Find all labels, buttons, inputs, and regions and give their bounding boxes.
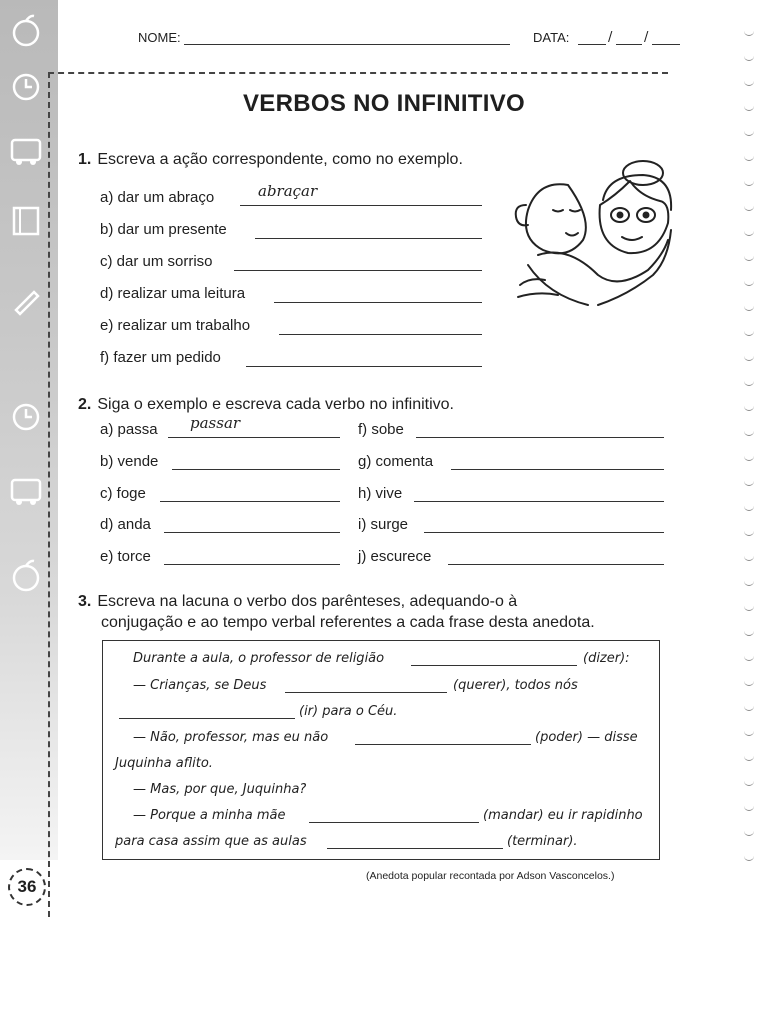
question-number: 3.	[78, 593, 92, 610]
q2-item-e-field[interactable]	[164, 564, 340, 565]
q2-item-c-field[interactable]	[160, 501, 340, 502]
question-text: Siga o exemplo e escreva cada verbo no infinitivo.	[97, 396, 454, 413]
story-line-4: — Não, professor, mas eu não	[133, 730, 329, 745]
date-separator: /	[608, 30, 613, 45]
date-month-field[interactable]	[616, 44, 642, 45]
q2-item-f-label: f) sobe	[358, 421, 404, 438]
question-number: 2.	[78, 396, 92, 413]
q2-item-j-field[interactable]	[448, 564, 664, 565]
story-blank-2[interactable]	[285, 692, 447, 693]
story-line-7: — Porque a minha mãe	[133, 808, 286, 823]
alarm-clock-icon	[6, 395, 46, 435]
q2-item-b-label: b) vende	[100, 453, 159, 470]
q1-item-e-field[interactable]	[279, 334, 482, 335]
question-2-prompt	[78, 396, 454, 414]
page-number: 36	[8, 868, 46, 906]
story-blank-1[interactable]	[411, 665, 577, 666]
story-verb-2: (querer), todos nós	[453, 678, 578, 693]
q2-item-i-label: i) surge	[358, 516, 409, 533]
date-separator: /	[644, 30, 649, 45]
name-label: NOME:	[138, 30, 181, 45]
dashed-border-left	[48, 72, 50, 917]
q2-item-e-label: e) torce	[100, 548, 151, 565]
story-blank-3[interactable]	[119, 718, 295, 719]
source-credit: (Anedota popular recontada por Adson Vasconcelos.)	[366, 870, 615, 882]
question-3-prompt-line2: conjugação e ao tempo verbal referentes a cada frase desta anedota.	[101, 614, 595, 631]
q1-item-f-label: f) fazer um pedido	[100, 349, 221, 366]
q2-item-a-field[interactable]	[168, 437, 340, 438]
question-number: 1.	[78, 151, 92, 168]
story-verb-5: (mandar) eu ir rapidinho	[483, 808, 643, 823]
spiral-binding	[744, 30, 760, 910]
q1-item-a-answer: abraçar	[258, 182, 318, 200]
story-verb-4: (poder) — disse	[535, 730, 638, 745]
story-blank-4[interactable]	[355, 744, 531, 745]
q1-item-b-field[interactable]	[255, 238, 482, 239]
bus-icon	[6, 130, 46, 170]
q2-item-d-label: d) anda	[100, 516, 151, 533]
pencil-icon	[6, 280, 46, 320]
apple-icon	[6, 10, 46, 50]
anecdote-box	[102, 640, 660, 860]
question-1-prompt	[78, 151, 463, 169]
story-verb-3: (ir) para o Céu.	[299, 704, 398, 719]
story-line-5: Juquinha aflito.	[115, 756, 213, 771]
q2-item-d-field[interactable]	[164, 532, 340, 533]
q2-item-h-label: h) vive	[358, 485, 403, 502]
q1-item-a-label: a) dar um abraço	[100, 189, 215, 206]
q1-item-e-label: e) realizar um trabalho	[100, 317, 251, 334]
story-line-2: — Crianças, se Deus	[133, 678, 267, 693]
q1-item-f-field[interactable]	[246, 366, 482, 367]
q2-item-b-field[interactable]	[172, 469, 340, 470]
story-line-1: Durante a aula, o professor de religião	[133, 651, 385, 666]
q1-item-a-field[interactable]	[240, 205, 482, 206]
page-title: VERBOS NO INFINITIVO	[242, 90, 526, 117]
question-text: Escreva a ação correspondente, como no exemplo.	[97, 151, 463, 168]
bus-icon	[6, 470, 46, 510]
apple-icon	[6, 555, 46, 595]
date-label: DATA:	[533, 30, 570, 45]
q2-item-g-field[interactable]	[451, 469, 664, 470]
date-year-field[interactable]	[652, 44, 680, 45]
q1-item-c-field[interactable]	[234, 270, 482, 271]
q2-item-c-label: c) foge	[100, 485, 146, 502]
q2-item-a-answer: passar	[190, 414, 241, 432]
story-blank-5[interactable]	[309, 822, 479, 823]
q2-item-i-field[interactable]	[424, 532, 664, 533]
q2-item-a-label: a) passa	[100, 421, 158, 438]
q1-item-d-label: d) realizar uma leitura	[100, 285, 246, 302]
story-blank-6[interactable]	[327, 848, 503, 849]
book-icon	[6, 200, 46, 240]
question-3-prompt	[78, 593, 517, 611]
q2-item-j-label: j) escurece	[358, 548, 432, 565]
date-day-field[interactable]	[578, 44, 606, 45]
q1-item-b-label: b) dar um presente	[100, 221, 227, 238]
name-field[interactable]	[184, 44, 510, 45]
q1-item-d-field[interactable]	[274, 302, 482, 303]
question-text: Escreva na lacuna o verbo dos parênteses, adequando-o à	[97, 593, 518, 610]
dashed-border-top	[48, 72, 668, 74]
story-verb-6: (terminar).	[507, 834, 578, 849]
q2-item-g-label: g) comenta	[358, 453, 434, 470]
q2-item-h-field[interactable]	[414, 501, 664, 502]
story-line-8: para casa assim que as aulas	[115, 834, 307, 849]
q1-item-c-label: c) dar um sorriso	[100, 253, 213, 270]
q2-item-f-field[interactable]	[416, 437, 664, 438]
student-header	[138, 26, 683, 52]
story-verb-1: (dizer):	[583, 651, 630, 666]
hug-illustration	[508, 155, 676, 310]
story-line-6: — Mas, por que, Juquinha?	[133, 782, 307, 797]
